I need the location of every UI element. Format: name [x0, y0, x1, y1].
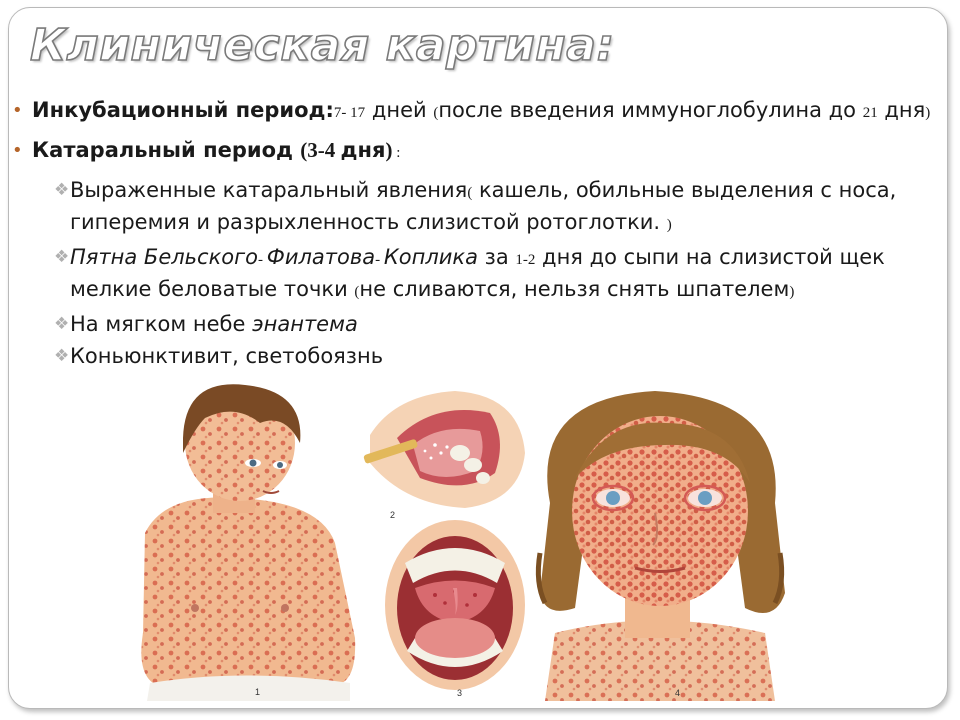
koplik-name-2: Филатова: [266, 245, 376, 269]
mouth-cheek-figure: [363, 391, 525, 508]
boy-figure: [141, 384, 355, 701]
koplik-paren-close: ): [789, 284, 795, 300]
incubation-colon: :: [325, 98, 334, 122]
koplik-text2: дня до сыпи на слизистой щек мелкие беловатые точки: [70, 245, 885, 301]
enanthem-italic: энантема: [252, 312, 358, 336]
koplik-name-1: Пятна Бельского: [70, 245, 259, 269]
slide-content: [12, 96, 932, 374]
open-mouth-figure: [385, 520, 525, 690]
catarrhal-tail: :: [392, 145, 401, 161]
slide-title: Клиническая картина:: [30, 20, 615, 71]
koplik-dash-2: -: [375, 252, 384, 268]
koplik-name-3: Коплика: [383, 245, 478, 269]
bullet-dot-icon: •: [12, 140, 23, 161]
girl-figure: [538, 391, 785, 701]
catarrhal-days: (3-4: [300, 138, 341, 162]
catarrhal-close: ): [385, 138, 393, 162]
diamond-bullet-icon: ❖: [54, 180, 70, 200]
diamond-bullet-icon: ❖: [54, 346, 70, 366]
sub1-text1: Выраженные катаральный явления: [70, 178, 468, 202]
koplik-num: 1-2: [515, 252, 536, 268]
incubation-days-word: дня: [877, 98, 926, 122]
koplik-dash-1: -: [258, 252, 267, 268]
figure-label-1: 1: [255, 687, 261, 697]
enanthem-text: На мягком небе: [70, 312, 253, 336]
koplik-text3: не сливаются, нельзя снять шпателем: [359, 277, 790, 301]
bullet-dot-icon: •: [12, 100, 23, 121]
sub1-text2: кашель, обильные выделения с носа, гиперемия и разрыхленность слизистой ротоглотки.: [70, 178, 897, 234]
measles-illustration: [135, 383, 800, 703]
koplik-paren-open: (: [354, 284, 360, 300]
sub1-paren-open: (: [467, 185, 473, 201]
sub-bullet-enanthem: [12, 310, 932, 339]
figure-label-2: 2: [390, 510, 396, 520]
koplik-text1: за: [477, 245, 516, 269]
incubation-num: 21: [862, 105, 878, 121]
sub-bullet-conjunctivitis: [12, 342, 932, 371]
sub1-paren-close: ): [666, 217, 672, 233]
conjunctivitis-text: Коньюнктивит, светобоязнь: [70, 344, 384, 368]
incubation-paren-open: (: [433, 105, 439, 121]
diamond-bullet-icon: ❖: [54, 247, 70, 267]
diamond-bullet-icon: ❖: [54, 314, 70, 334]
bullet-catarrhal: [12, 136, 932, 168]
sub-bullet-koplik: [12, 243, 932, 307]
incubation-heading: Инкубационный период: [32, 98, 326, 122]
incubation-days: 7- 17: [333, 105, 366, 121]
incubation-rest: дней: [365, 98, 434, 122]
figure-label-3: 3: [457, 688, 463, 698]
incubation-paren-close: ): [925, 105, 931, 121]
incubation-after: после введения иммуноглобулина до: [438, 98, 863, 122]
figure-label-4: 4: [675, 688, 681, 698]
catarrhal-days-word: дня: [340, 138, 386, 162]
bullet-incubation: [12, 96, 932, 128]
catarrhal-heading: Катаральный период: [32, 138, 301, 162]
sub-bullet-symptoms: [12, 176, 932, 240]
